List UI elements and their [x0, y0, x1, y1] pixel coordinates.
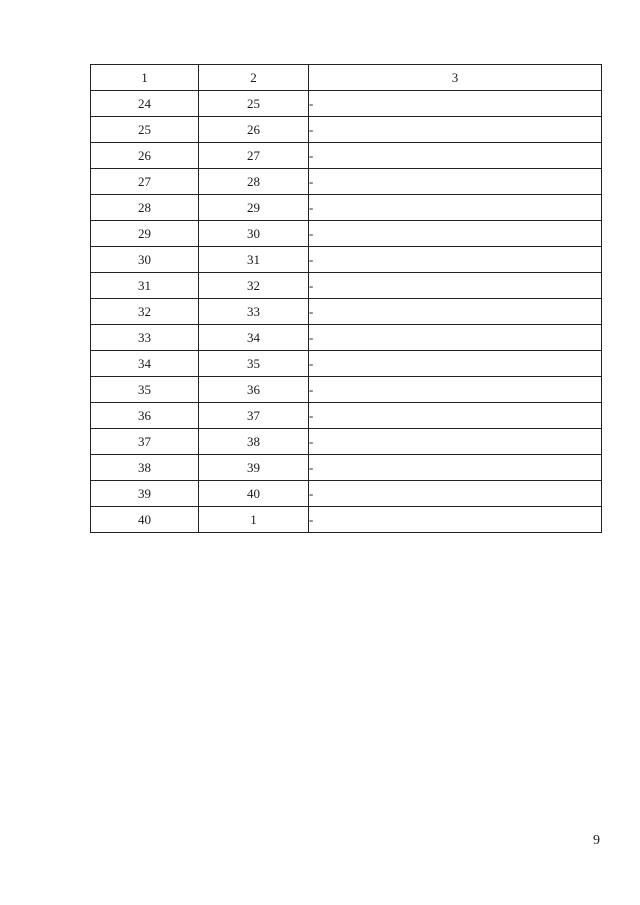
cell-col1: 32	[91, 299, 199, 325]
table-header-row	[91, 65, 602, 91]
cell-col3: -	[309, 195, 602, 221]
cell-col3: -	[309, 143, 602, 169]
table-row	[91, 351, 602, 377]
cell-col3: -	[309, 247, 602, 273]
cell-col3: -	[309, 429, 602, 455]
cell-col1: 25	[91, 117, 199, 143]
table-row	[91, 481, 602, 507]
table-row	[91, 325, 602, 351]
table-row	[91, 299, 602, 325]
table-row	[91, 273, 602, 299]
table-row	[91, 117, 602, 143]
cell-col2: 28	[199, 169, 309, 195]
cell-col1: 34	[91, 351, 199, 377]
table-row	[91, 247, 602, 273]
table-row	[91, 429, 602, 455]
cell-col2: 31	[199, 247, 309, 273]
cell-col1: 29	[91, 221, 199, 247]
table-row	[91, 169, 602, 195]
table-row	[91, 195, 602, 221]
cell-col3: -	[309, 351, 602, 377]
cell-col2: 30	[199, 221, 309, 247]
cell-col2: 26	[199, 117, 309, 143]
cell-col3: -	[309, 325, 602, 351]
cell-col2: 33	[199, 299, 309, 325]
table-row	[91, 377, 602, 403]
cell-col1: 38	[91, 455, 199, 481]
cell-col2: 37	[199, 403, 309, 429]
cell-col1: 27	[91, 169, 199, 195]
table-row	[91, 403, 602, 429]
cell-col3: -	[309, 455, 602, 481]
cell-col1: 33	[91, 325, 199, 351]
cell-col2: 32	[199, 273, 309, 299]
cell-col1: 24	[91, 91, 199, 117]
cell-col3: -	[309, 221, 602, 247]
cell-col2: 35	[199, 351, 309, 377]
column-header-3: 3	[309, 65, 602, 91]
table-body	[91, 65, 602, 533]
cell-col2: 38	[199, 429, 309, 455]
page-number: 9	[593, 833, 600, 848]
cell-col3: -	[309, 273, 602, 299]
column-header-2: 2	[199, 65, 309, 91]
cell-col1: 39	[91, 481, 199, 507]
cell-col3: -	[309, 403, 602, 429]
cell-col3: -	[309, 299, 602, 325]
cell-col3: -	[309, 91, 602, 117]
table-row	[91, 455, 602, 481]
cell-col1: 30	[91, 247, 199, 273]
cell-col2: 25	[199, 91, 309, 117]
table-row	[91, 143, 602, 169]
cell-col3: -	[309, 507, 602, 533]
cell-col2: 1	[199, 507, 309, 533]
cell-col2: 29	[199, 195, 309, 221]
cell-col3: -	[309, 481, 602, 507]
cell-col1: 35	[91, 377, 199, 403]
cell-col1: 31	[91, 273, 199, 299]
cell-col3: -	[309, 377, 602, 403]
cell-col1: 36	[91, 403, 199, 429]
table-row	[91, 221, 602, 247]
cell-col2: 39	[199, 455, 309, 481]
cell-col2: 34	[199, 325, 309, 351]
cell-col2: 27	[199, 143, 309, 169]
data-table	[90, 64, 602, 533]
cell-col1: 28	[91, 195, 199, 221]
cell-col3: -	[309, 117, 602, 143]
column-header-1: 1	[91, 65, 199, 91]
cell-col3: -	[309, 169, 602, 195]
table-row	[91, 507, 602, 533]
cell-col2: 36	[199, 377, 309, 403]
cell-col2: 40	[199, 481, 309, 507]
cell-col1: 40	[91, 507, 199, 533]
cell-col1: 37	[91, 429, 199, 455]
table-row	[91, 91, 602, 117]
cell-col1: 26	[91, 143, 199, 169]
